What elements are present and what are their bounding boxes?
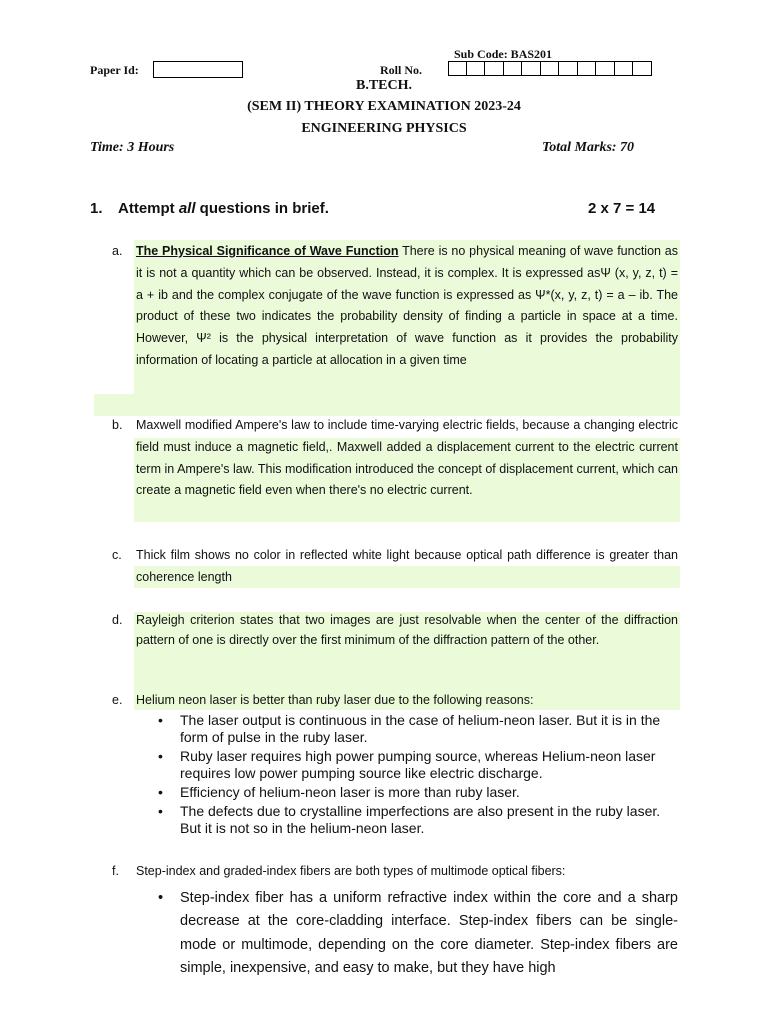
exam-time: Time: 3 Hours	[90, 140, 175, 155]
item-e-text: Helium neon laser is better than ruby laser due to the following reasons:	[136, 693, 534, 707]
sub-code: Sub Code: BAS201	[454, 47, 553, 61]
answer-highlight	[94, 394, 680, 416]
section-heading-pre: Attempt	[118, 200, 179, 217]
paper-id-box	[153, 61, 243, 78]
total-marks: Total Marks: 70	[542, 140, 635, 155]
section-marks: 2 x 7 = 14	[588, 200, 656, 217]
bullet-item: • The defects due to crystalline imperfections are also present in the ruby laser. But it is not so in the helium-neon laser.	[112, 803, 678, 837]
roll-no-label: Roll No.	[380, 63, 422, 77]
question-item-f	[112, 861, 678, 981]
section-heading-em: all	[178, 200, 196, 217]
question-item-a	[112, 241, 678, 372]
section-heading-post: questions in brief.	[195, 200, 329, 217]
bullet-item: • Ruby laser requires high power pumping source, whereas Helium-neon laser requires low power pumping source like electric discharge.	[112, 748, 678, 782]
item-label: a.	[112, 244, 123, 258]
item-f-text: Step-index and graded-index fibers are both types of multimode optical fibers:	[136, 864, 566, 878]
question-item-d	[112, 611, 678, 650]
exam-title: (SEM II) THEORY EXAMINATION 2023-24	[247, 99, 521, 114]
question-item-c	[112, 545, 678, 589]
section-number: 1.	[90, 200, 103, 217]
bullet-item: • Efficiency of helium-neon laser is more than ruby laser.	[112, 784, 678, 801]
bullet-item: • The laser output is continuous in the case of helium-neon laser. But it is in the form of pulse in the ruby laser.	[112, 712, 678, 746]
paper-id-label: Paper Id:	[90, 63, 139, 77]
question-item-b	[112, 415, 678, 502]
subject: ENGINEERING PHYSICS	[301, 121, 467, 136]
roll-no-boxes	[448, 61, 652, 76]
item-a-text: There is no physical meaning of wave function as it is not a quantity which can be observed. Instead, it is complex. It is expressed asΨ (x, y, z, t) = a + ib and the complex conjugate of the wave function is expressed as Ψ*(x, y, z, t) = a – ib. The product of these two indicates the probability density of finding a particle in space at a time. However, Ψ² is the physical interpretation of wave function as it provides the probability information of locating a particle at allocation in a given time	[136, 244, 679, 367]
question-item-e	[112, 690, 678, 839]
bullet-item: • Step-index fiber has a uniform refractive index within the core and a sharp decrease at the core-cladding interface. Step-index fibers can be single-mode or multimode, depending on the core diameter. Step-index fibers are simple, inexpensive, and easy to make, but they have high	[112, 887, 678, 981]
item-label: c.	[112, 548, 122, 562]
section-heading	[90, 200, 329, 217]
degree: B.TECH.	[355, 78, 412, 93]
item-label: b.	[112, 418, 123, 432]
item-b-text: Maxwell modified Ampere's law to include time-varying electric fields, because a changing electric field must induce a magnetic field,. Maxwell added a displacement current to the electric current term in Ampere's law. This modification introduced the concept of displacement current, which can create a magnetic field even when there's no electric current.	[136, 418, 678, 498]
item-d-text: Rayleigh criterion states that two images are just resolvable when the center of the diffraction pattern of one is directly over the first minimum of the diffraction pattern of the other.	[136, 613, 678, 647]
item-label: e.	[112, 693, 123, 707]
item-f-bullets	[112, 887, 678, 981]
item-e-bullets	[112, 712, 678, 837]
item-label: d.	[112, 613, 123, 627]
item-label: f.	[112, 864, 119, 878]
item-c-text: Thick film shows no color in reflected white light because optical path difference is greater than coherence length	[136, 548, 678, 584]
item-a-title: The Physical Significance of Wave Function	[136, 244, 399, 258]
